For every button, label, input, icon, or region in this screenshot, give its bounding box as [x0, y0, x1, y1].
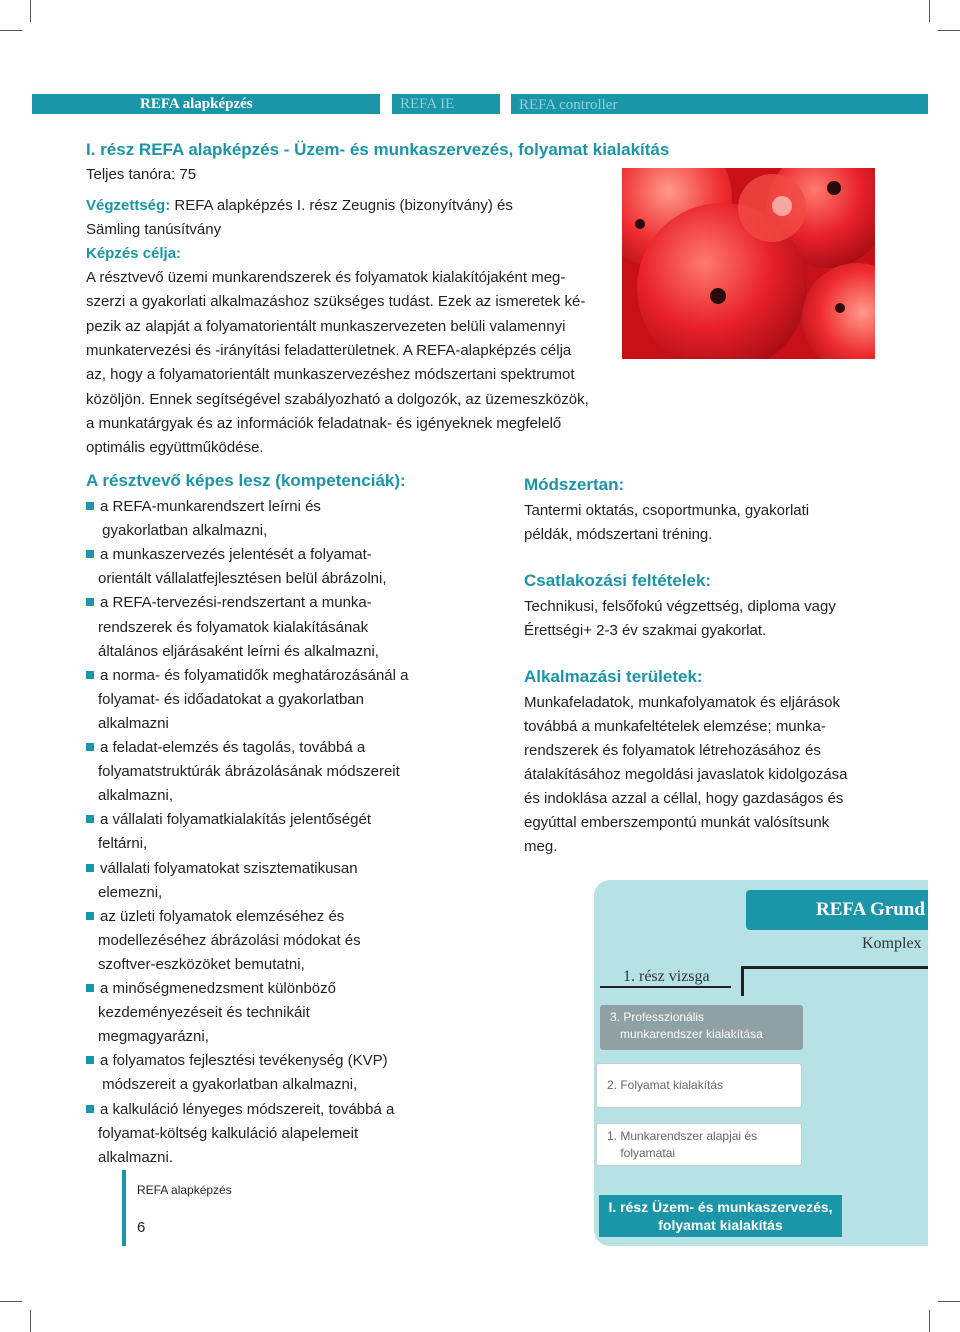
applications-line: és indoklása azzal a céllal, hogy gazdaságos és [524, 790, 844, 807]
crop-mark [30, 0, 31, 22]
competency-item [86, 736, 365, 760]
prerequisites-line: Érettségi+ 2-3 év szakmai gyakorlat. [524, 622, 767, 639]
competency-item [86, 543, 372, 567]
competency-text: feltárni, [98, 835, 148, 853]
crop-mark [929, 1310, 930, 1332]
competency-text: az üzleti folyamatok elemzéséhez és [100, 907, 345, 925]
header-tab-refa-alapkepzes[interactable]: REFA alapképzés [32, 94, 380, 114]
diagram-banner-label: REFA Grund [816, 899, 925, 920]
header-tab-refa-controller[interactable]: REFA controller [511, 94, 928, 114]
competency-item [98, 640, 379, 664]
competency-text: általános eljárásaként leírni és alkalmazni, [98, 642, 379, 660]
competency-item [98, 1146, 173, 1170]
bullet-icon [86, 815, 94, 823]
competency-text: gyakorlatban alkalmazni, [98, 522, 268, 540]
course-structure-diagram [594, 880, 928, 1246]
diagram-base [599, 1195, 842, 1237]
bullet-icon [86, 598, 94, 606]
qualification-label: Végzettség: [86, 197, 171, 214]
crop-mark [0, 30, 22, 31]
prerequisites-line: Technikusi, felsőfokú végzettség, diploma vagy [524, 598, 836, 615]
diagram-box-1 [596, 1123, 802, 1166]
competency-item [98, 760, 400, 784]
competency-text: folyamatstruktúrák ábrázolásának módszereit [98, 763, 400, 781]
diagram-base-line2: folyamat kialakítás [658, 1217, 783, 1233]
red-currant-image [622, 168, 875, 359]
competency-text: modellezéséhez ábrázolási módokat és [98, 931, 361, 949]
competency-item [98, 953, 305, 977]
diagram-connector-vertical [741, 966, 744, 996]
prerequisites-heading: Csatlakozási feltételek: [524, 571, 712, 590]
diagram-box-3-line1: 3. Professzionális [610, 1010, 705, 1024]
competency-item [86, 857, 358, 881]
competency-text: orientált vállalatfejlesztésen belül ábrázolni, [98, 570, 387, 588]
diagram-subtitle: Komplex [862, 935, 922, 952]
applications-line: rendszerek és folyamatok létrehozásához és [524, 742, 821, 759]
goal-heading: Képzés célja: [86, 245, 182, 262]
bullet-icon [86, 912, 94, 920]
competency-text: megmagyarázni, [98, 1028, 209, 1046]
competency-item [86, 664, 409, 688]
competency-item [98, 1073, 357, 1097]
competency-text: a norma- és folyamatidők meghatározásánál a [100, 666, 409, 684]
goal-line: szerzi a gyakorlati alkalmazáshoz szükséges tudást. Ezek az ismeretek ké- [86, 293, 586, 311]
competency-item [86, 591, 372, 615]
footer-section: REFA alapképzés [137, 1183, 232, 1197]
applications-line: meg. [524, 838, 558, 855]
competency-item [98, 567, 387, 591]
competency-text: folyamat-költség kalkuláció alapelemeit [98, 1124, 359, 1142]
competency-text: rendszerek és folyamatok kialakításának [98, 618, 369, 636]
competency-item [86, 905, 344, 929]
header-tab-refa-ie[interactable]: REFA IE [392, 94, 500, 114]
competency-item [98, 712, 169, 736]
qualification-text-2: Sämling tanúsítvány [86, 221, 222, 238]
diagram-base-line1: I. rész Üzem- és munkaszervezés, [608, 1199, 833, 1215]
exam-underline [600, 986, 731, 988]
competency-text: a REFA-tervezési-rendszertant a munka- [100, 594, 372, 612]
crop-mark [929, 0, 930, 22]
applications-line: Munkafeladatok, munkafolyamatok és eljárások [524, 694, 840, 711]
crop-mark [0, 1301, 22, 1302]
bullet-icon [86, 1105, 94, 1113]
competency-text: folyamat- és időadatokat a gyakorlatban [98, 690, 364, 708]
applications-line: átalakításához megoldási javaslatok kidolgozása [524, 766, 848, 783]
competency-item [86, 808, 371, 832]
competency-item [98, 784, 173, 808]
qualification-text: REFA alapképzés I. rész Zeugnis (bizonyítvány) és [170, 197, 513, 214]
bullet-icon [86, 502, 94, 510]
competency-text: módszereit a gyakorlatban alkalmazni, [98, 1076, 358, 1094]
page-number: 6 [137, 1219, 146, 1236]
competency-item [98, 616, 368, 640]
competency-item [98, 519, 267, 543]
diagram-box-1-line1: 1. Munkarendszer alapjai és [607, 1129, 758, 1143]
competency-text: vállalati folyamatokat szisztematikusan [100, 859, 358, 877]
goal-line: közöljön. Ennek segítségével szabályozható a dolgozók, az üzemeszközök, [86, 390, 589, 408]
applications-line: egyúttal emberszempontú munkát valósítsunk [524, 814, 830, 831]
diagram-connector [742, 966, 928, 969]
methodology-line: példák, módszertani tréning. [524, 526, 713, 543]
red-currant-photo [622, 168, 875, 359]
competency-item [98, 881, 162, 905]
applications-line: továbbá a munkafeltételek elemzése; munka- [524, 718, 826, 735]
crop-mark [30, 1310, 31, 1332]
diagram-box-3-line2: munkarendszer kialakítása [610, 1027, 763, 1041]
competency-text: a folyamatos fejlesztési tevékenység (KVP) [100, 1052, 388, 1070]
total-hours: Teljes tanóra: 75 [86, 166, 197, 183]
competency-text: szoftver-eszközöket bemutatni, [98, 955, 305, 973]
bullet-icon [86, 984, 94, 992]
crop-mark [938, 1301, 960, 1302]
competency-text: elemezni, [98, 883, 163, 901]
competency-text: alkalmazni [98, 714, 169, 732]
competencies-heading: A résztvevő képes lesz (kompetenciák): [86, 471, 406, 490]
page-title: I. rész REFA alapképzés - Üzem- és munkaszervezés, folyamat kialakítás [86, 140, 670, 159]
goal-line: pezik az alapját a folyamatorientált munkaszervezeten belüli valamennyi [86, 317, 566, 335]
competency-text: a REFA-munkarendszert leírni és [100, 498, 321, 515]
goal-line: optimális együttműködése. [86, 439, 264, 457]
competency-text: alkalmazni. [98, 1148, 174, 1166]
crop-mark [938, 30, 960, 31]
competency-text: kezdeményezéseit és technikáit [98, 1004, 310, 1022]
goal-line: munkatervezési és -irányítási feladatterületnek. A REFA-alapképzés célja [86, 341, 572, 359]
competency-item [86, 1098, 394, 1122]
competency-item [98, 1001, 310, 1025]
diagram-box-3 [600, 1005, 803, 1050]
methodology-line: Tantermi oktatás, csoportmunka, gyakorlati [524, 502, 810, 519]
exam-label: 1. rész vizsga [623, 968, 710, 985]
goal-line: a munkatárgyak és az információk feladatnak- és igényeknek megfelelő [86, 414, 562, 432]
diagram-box-1-line2: folyamatai [607, 1146, 676, 1160]
competency-text: a kalkuláció lényeges módszereit, továbbá a [100, 1100, 395, 1118]
bullet-icon [86, 864, 94, 872]
competency-item [98, 832, 147, 856]
bullet-icon [86, 550, 94, 558]
diagram-box-2-line1: 2. Folyamat kialakítás [607, 1078, 724, 1092]
bullet-icon [86, 743, 94, 751]
goal-line: az, hogy a folyamatorientált munkaszervezéshez módszertani spektrumot [86, 366, 575, 384]
competency-text: alkalmazni, [98, 787, 174, 805]
competency-item [86, 977, 336, 1001]
competency-text: a munkaszervezés jelentését a folyamat- [100, 546, 372, 564]
diagram-box-2 [596, 1063, 802, 1108]
competency-item [98, 1122, 358, 1146]
methodology-heading: Módszertan: [524, 475, 625, 494]
bullet-icon [86, 1056, 94, 1064]
competency-item [86, 1049, 388, 1073]
qualification [86, 194, 513, 218]
competency-text: a vállalati folyamatkialakítás jelentőségét [100, 811, 371, 829]
competency-item [86, 495, 321, 519]
competency-text: a feladat-elemzés és tagolás, továbbá a [100, 739, 366, 756]
goal-line: A résztvevő üzemi munkarendszerek és folyamatok kialakítójaként meg- [86, 269, 566, 286]
applications-heading: Alkalmazási területek: [524, 667, 703, 686]
competency-item [98, 929, 361, 953]
competency-text: a minőségmenedzsment különböző [100, 980, 336, 997]
bullet-icon [86, 671, 94, 679]
competency-item [98, 1025, 209, 1049]
footer-bar [122, 1170, 126, 1246]
competency-item [98, 688, 364, 712]
